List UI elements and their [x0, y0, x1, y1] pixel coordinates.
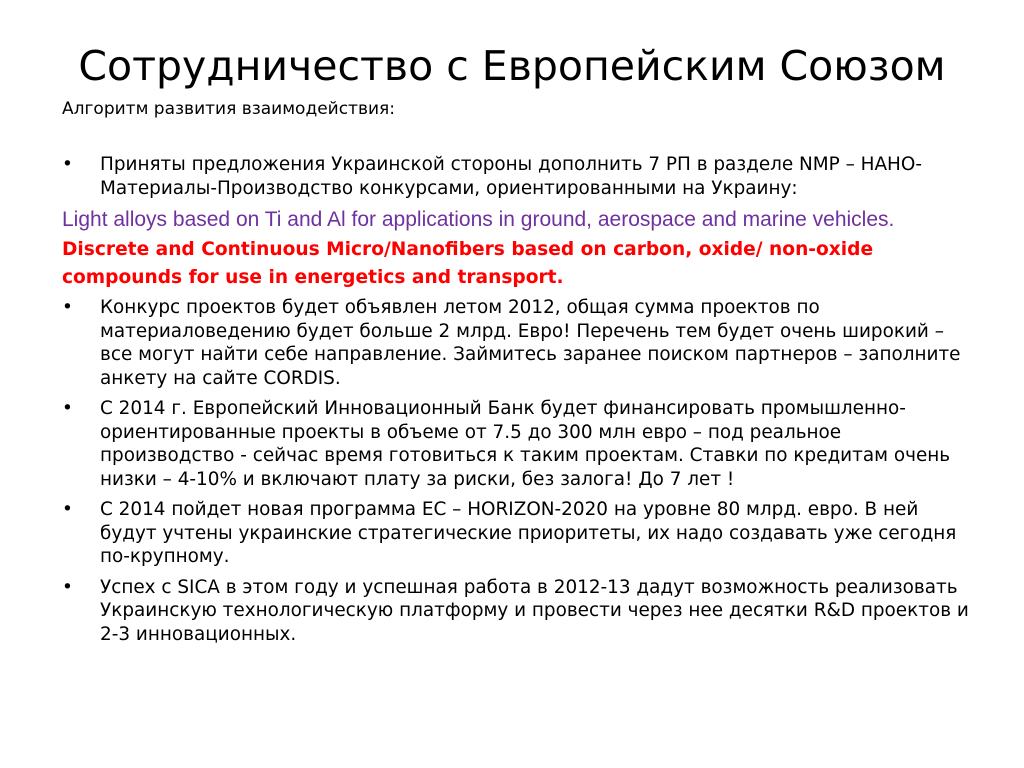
topic-light-alloys: Light alloys based on Ti and Al for applications in ground, aerospace and marine vehicles. — [62, 208, 895, 231]
bullet-item-1 — [62, 153, 974, 200]
bullet-item-3 — [62, 397, 974, 491]
slide-title: Сотрудничество с Европейским Союзом — [78, 42, 946, 90]
bullet-text: Успех с SICA в этом году и успешная работа в 2012-13 дадут возможность реализовать Украинскую технологическую платформу и провести через нее десятки R&D проектов и 2-3 инновационных. — [100, 576, 969, 645]
bullet-dot: • — [62, 297, 73, 318]
bullet-text: Конкурс проектов будет объявлен летом 2012, общая сумма проектов по материаловедению будет больше 2 млрд. Евро! Перечень тем будет очень широкий – все могут найти себе направление. Займитесь заранее поиском партнеров – заполните анкету на сайте CORDIS. — [100, 297, 961, 389]
bullet-text: С 2014 г. Европейский Инновационный Банк будет финансировать промышленно-ориентированные проекты в объеме от 7.5 до 300 млн евро – под реальное производство - сейчас время готовиться к таким проектам. Ставки по кредитам очень низки – 4-10% и включают плату за риски, без залога! До 7 лет ! — [100, 398, 951, 490]
bullet-item-2 — [62, 296, 974, 390]
bullet-text: С 2014 пойдет новая программа ЕС – HORIZON-2020 на уровне 80 млрд. евро. В ней будут учтены украинские стратегические приоритеты, их надо создавать уже сегодня по-крупному. — [100, 499, 957, 567]
bullet-dot: • — [62, 499, 73, 520]
bullet-text: Приняты предложения Украинской стороны дополнить 7 РП в разделе NMP – НАНО-Материалы-Производство конкурсами, ориентированными на Украину: — [100, 154, 923, 199]
bullet-item-4 — [62, 498, 974, 569]
slide-content — [62, 98, 974, 653]
bullet-item-5 — [62, 576, 974, 647]
bullet-dot: • — [62, 398, 73, 419]
bullet-dot: • — [62, 154, 73, 175]
topic-nanofibers: Discrete and Continuous Micro/Nanofibers based on carbon, oxide/ non-oxide compounds for use in energetics and transport. — [62, 239, 874, 288]
slide-subtitle: Алгоритм развития взаимодействия: — [62, 99, 395, 119]
bullet-dot: • — [62, 576, 73, 598]
